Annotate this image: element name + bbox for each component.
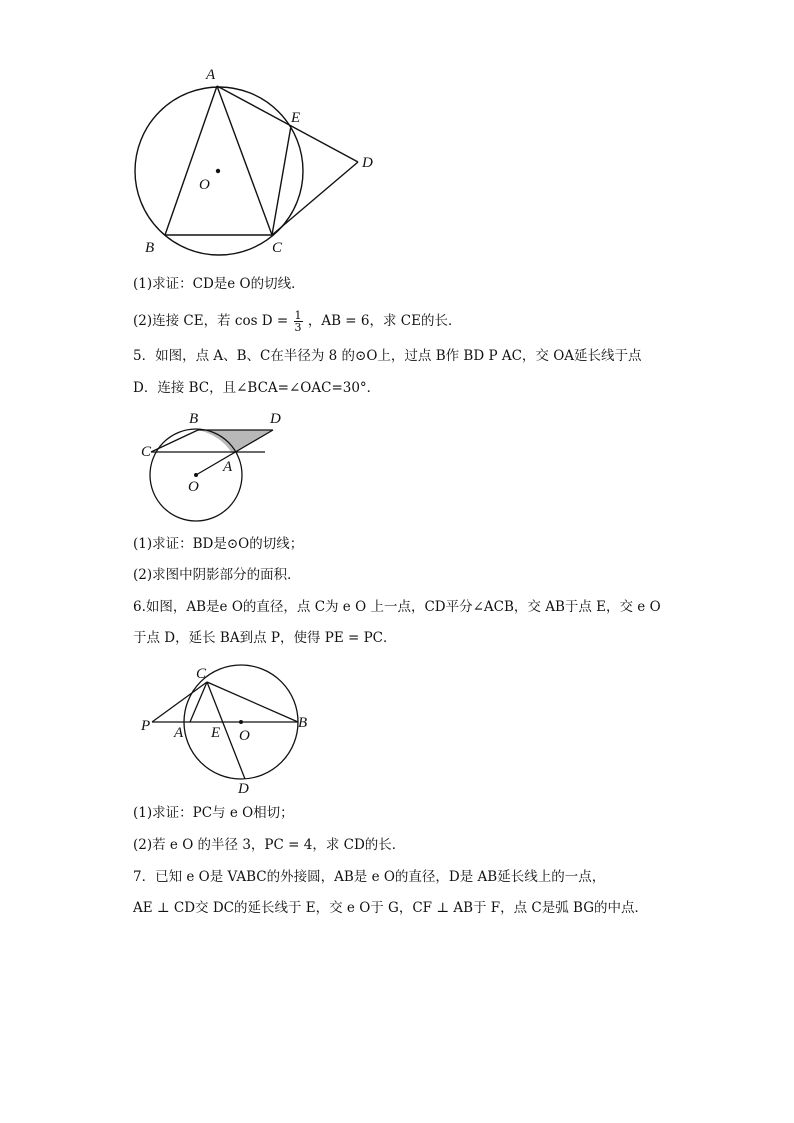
- segment-ad: [217, 86, 358, 162]
- label-e: E: [291, 110, 301, 126]
- center-point-o: [216, 169, 220, 173]
- q6-line1: 6.如图，AB是e O的直径，点 C为 e O 上一点，CD平分∠ACB，交 AB于点 E，交 e O: [133, 599, 661, 615]
- q4-part2: [133, 310, 461, 333]
- label-c: C: [196, 666, 207, 682]
- q6-part2: (2)若 e O 的半径 3，PC = 4，求 CD的长．: [133, 837, 406, 853]
- fraction-numerator: 1: [294, 309, 302, 322]
- label-o: O: [239, 728, 250, 744]
- figure-shaded-region: [135, 405, 295, 530]
- segment-cd: [272, 162, 358, 235]
- q5-line1: 5．如图，点 A、B、C在半径为 8 的⊙O上，过点 B作 BD P AC，交 OA延长线于点: [133, 348, 642, 364]
- label-o: O: [188, 479, 199, 495]
- label-a: A: [174, 725, 184, 741]
- label-d: D: [270, 411, 281, 427]
- label-o: O: [199, 177, 210, 193]
- q6-line2: 于点 D，延长 BA到点 P，使得 PE = PC．: [133, 630, 397, 646]
- label-d: D: [238, 781, 249, 797]
- fraction-one-third: [294, 310, 303, 333]
- segment-cb: [151, 430, 198, 452]
- label-b: B: [298, 715, 308, 731]
- q5-part1: (1)求证：BD是⊙O的切线；: [133, 536, 304, 552]
- label-a: A: [223, 459, 233, 475]
- q4-part2-suffix: ，AB = 6，求 CE的长．: [307, 313, 462, 329]
- q5-line2: D．连接 BC，且∠BCA=∠OAC=30°．: [133, 380, 381, 396]
- shaded-region: [198, 430, 273, 453]
- label-e: E: [211, 725, 221, 741]
- segment-ab: [165, 86, 217, 235]
- q7-line2: AE ⊥ CD交 DC的延长线于 E，交 e O于 G，CF ⊥ AB于 F，点 C是弧 BG的中点．: [133, 900, 649, 916]
- label-d: D: [362, 155, 373, 171]
- q6-part1: (1)求证：PC与 e O相切；: [133, 805, 294, 821]
- center-point-o: [194, 473, 198, 477]
- label-b: B: [145, 240, 155, 256]
- label-p: P: [141, 718, 151, 734]
- q4-part1: (1)求证：CD是e O的切线．: [133, 276, 305, 292]
- segment-ac: [217, 86, 272, 235]
- figure-pc-tangent: [135, 662, 315, 797]
- q7-line1: 7．已知 e O是 VABC的外接圆，AB是 e O的直径，D是 AB延长线上的一点，: [133, 869, 606, 885]
- figure-circle-tangent-cd: [120, 62, 390, 262]
- label-c: C: [141, 444, 152, 460]
- center-point-o: [239, 720, 243, 724]
- label-b: B: [189, 411, 199, 427]
- q5-part2: (2)求图中阴影部分的面积．: [133, 567, 301, 583]
- q4-part2-prefix: (2)连接 CE，若 cos D =: [133, 313, 289, 329]
- fraction-denominator: 3: [294, 321, 302, 334]
- label-c: C: [272, 240, 283, 256]
- label-a: A: [206, 67, 216, 83]
